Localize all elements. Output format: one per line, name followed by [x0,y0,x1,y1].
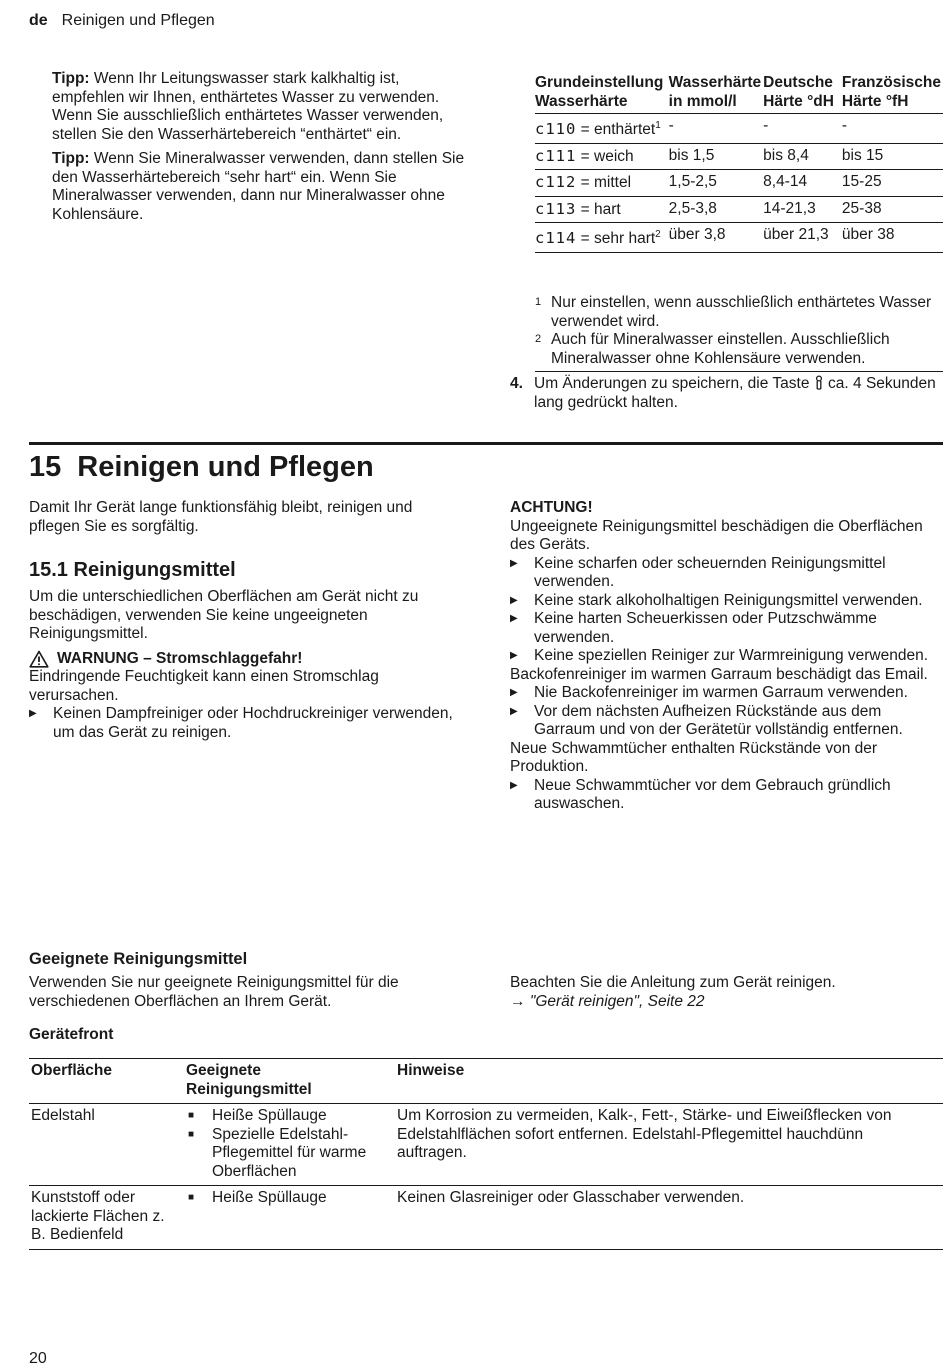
bullet-arrow-icon: ▶ [510,705,518,717]
square-bullet-icon: ■ [188,1110,195,1121]
table-cell: über 3,8 [668,226,726,244]
warning-triangle-icon [29,650,49,668]
tip-label: Tipp: [52,70,90,87]
column-header: Deutsche Härte °dH [763,74,834,110]
section-title: Reinigungsmittel [73,559,236,581]
step-4 [510,375,940,412]
page-number: 20 [29,1350,47,1367]
table-cell: - [841,117,848,134]
agents-cell [184,1104,395,1186]
column-header: Geeignete Reinigungsmittel [186,1062,312,1098]
section-heading [29,558,459,582]
chapter-heading [29,451,374,483]
table-cell: - [668,117,674,134]
table-cell: 2,5-3,8 [668,199,717,217]
bullet-item [510,684,942,703]
chapter-number: 15 [29,451,62,483]
footnote-text: Nur einstellen, wenn ausschließlich enthärtetes Wasser verwendet wird. [551,294,932,330]
column-header: Französische Härte °fH [841,74,941,110]
table-row [535,170,943,197]
bullet-text: Keinen Dampfreiniger oder Hochdruckreiniger verwenden, um das Gerät zu reinigen. [53,705,453,741]
footnote [535,294,943,331]
bullet-arrow-icon: ▶ [510,613,518,624]
square-bullet-icon: ■ [188,1192,195,1203]
table-cell: 25-38 [841,199,882,217]
table-caption: Gerätefront [29,1026,114,1043]
table-header-row [535,72,943,114]
table-cell: über 21,3 [763,226,829,244]
left-column [29,499,459,742]
bullet-item [510,610,942,647]
tip-text: Wenn Ihr Leitungswasser stark kalkhaltig ist, empfehlen wir Ihnen, enthärtetes Wasser zu verwenden. Wenn Sie ausschließlich enthärtetes Wasser verwenden, stellen Sie den Wasserhärtebereich “enthärtet“ ein. [52,70,444,143]
setting-code: c112 [535,173,577,192]
hardness-setting-cell [535,196,669,223]
bullet-item [510,703,942,740]
agent-text: Heiße Spüllauge [212,1107,327,1124]
section-number: 15.1 [29,559,68,581]
table-row [29,1186,943,1250]
bullet-arrow-icon: ▶ [510,650,518,661]
warning-text: Eindringende Feuchtigkeit kann einen Stromschlag verursachen. [29,668,379,704]
warning-title: WARNUNG – Stromschlaggefahr! [57,649,303,667]
step-number: 4. [510,375,523,392]
suitable-text: Verwenden Sie nur geeignete Reinigungsmittel für die verschiedenen Oberflächen an Ihrem Gerät. [29,974,399,1010]
warning-heading [29,650,459,669]
tip-2 [52,150,467,224]
setting-label: = weich [580,147,634,165]
subsection-heading: Geeignete Reinigungsmittel [29,950,248,968]
table-cell: bis 15 [841,146,884,164]
bullet-text: Neue Schwammtücher vor dem Gebrauch gründlich auswaschen. [534,776,891,812]
bullet-arrow-icon: ▶ [510,557,518,569]
column-header: Oberfläche [31,1062,112,1079]
setting-label: = sehr hart [580,230,656,248]
tips-block [52,70,467,230]
setting-label: = hart [580,200,621,218]
caution-bullet-list [510,777,942,814]
header-title: Reinigen und Pflegen [61,12,215,29]
caution-text: Ungeeignete Reinigungsmittel beschädigen die Oberflächen des Geräts. [510,517,923,553]
page-header [29,12,215,31]
step-text-after: ca. 4 Sekunden lang gedrückt halten. [534,375,936,411]
caution-text: Neue Schwammtücher enthalten Rückstände von der Produktion. [510,739,878,775]
surface-cell: Kunststoff oder lackierte Flächen z. B. Bedienfeld [31,1189,165,1243]
column-header: Hinweise [397,1062,465,1079]
footnote [535,331,943,368]
bullet-arrow-icon: ▶ [29,708,37,719]
arrow-right-icon: → [510,992,526,1010]
footnote-ref: 1 [655,120,661,131]
table-cell: 8,4-14 [763,173,808,191]
table-cell: bis 1,5 [668,146,715,164]
setting-label: = enthärtet [580,121,656,139]
agent-item [186,1189,389,1208]
caution-title: ACHTUNG! [510,499,593,516]
notes-cell: Keinen Glasreiniger oder Glasschaber verwenden. [397,1189,745,1206]
agent-text: Heiße Spüllauge [212,1189,327,1206]
hardness-setting-cell [535,223,669,253]
agent-text: Spezielle Edelstahl-Pflegemittel für warme Oberflächen [212,1125,367,1180]
footnote-number: 1 [535,296,542,308]
hardness-setting-cell [535,143,669,170]
table-cell: 1,5-2,5 [668,173,717,191]
bullet-text: Keine speziellen Reiniger zur Warmreinigung verwenden. [534,647,929,664]
key-symbol-icon [814,375,824,390]
cleaning-agents-table [29,1058,943,1250]
bullet-text: Vor dem nächsten Aufheizen Rückstände aus dem Garraum und von der Gerätetür vollständig entfernen. [534,702,903,738]
water-hardness-table [535,72,943,253]
link-text: "Gerät reinigen", Seite 22 [529,992,705,1010]
right-column [510,499,942,814]
agent-item [186,1107,389,1126]
bullet-text: Keine scharfen oder scheuernden Reinigungsmittel verwenden. [534,554,886,590]
table-cell: bis 8,4 [763,146,809,164]
chapter-title: Reinigen und Pflegen [77,451,374,483]
square-bullet-icon: ■ [188,1128,195,1140]
agents-cell [184,1186,395,1250]
caution-bullet-list [510,684,942,740]
surface-cell: Edelstahl [31,1107,95,1124]
tip-label: Tipp: [52,150,90,167]
section-text: Um die unterschiedlichen Oberflächen am Gerät nicht zu beschädigen, verwenden Sie keine ungeeigneten Reinigungsmittel. [29,588,419,642]
column-header: Grundeinstellung Wasserhärte [535,74,664,110]
suitable-right [510,974,942,1011]
intro-text: Damit Ihr Gerät lange funktionsfähig bleibt, reinigen und pflegen Sie es sorgfältig. [29,499,413,535]
caution-text: Backofenreiniger im warmen Garraum beschädigt das Email. [510,665,928,683]
bullet-arrow-icon: ▶ [510,594,518,606]
table-row [535,143,943,170]
bullet-item [510,592,942,611]
tip-1 [52,70,467,144]
bullet-arrow-icon: ▶ [510,779,518,791]
warning-bullet [29,705,459,742]
table-row [29,1104,943,1186]
tip-text: Wenn Sie Mineralwasser verwenden, dann stellen Sie den Wasserhärtebereich “sehr hart“ ein. Wenn Sie Mineralwasser verwenden, dann nur Mineralwasser ohne Kohlensäure. [52,150,465,223]
hardness-setting-cell [535,170,669,197]
table-cell: 15-25 [841,173,882,191]
bullet-item [510,777,942,814]
table-row [535,196,943,223]
language-code: de [29,12,48,29]
bullet-text: Keine stark alkoholhaltigen Reinigungsmittel verwenden. [534,591,923,609]
chapter-rule [29,442,943,445]
step-text [534,375,940,412]
agent-item [186,1126,389,1182]
table-footnotes [535,294,943,372]
bullet-item [510,647,942,666]
column-header: Wasserhärte in mmol/l [668,74,762,110]
bullet-arrow-icon: ▶ [510,687,518,698]
bullet-item [510,555,942,592]
setting-code: c111 [535,146,577,165]
bullet-text: Keine harten Scheuerkissen oder Putzschwämme verwenden. [534,610,877,646]
footnote-number: 2 [535,333,542,345]
table-header-row [29,1059,943,1104]
setting-code: c114 [535,229,577,248]
table-cell: über 38 [841,226,895,244]
setting-label: = mittel [580,174,632,192]
reference-text: Beachten Sie die Anleitung zum Gerät reinigen. [510,974,836,991]
bullet-text: Nie Backofenreiniger im warmen Garraum verwenden. [534,684,908,701]
table-row [535,114,943,144]
table-cell: - [763,117,769,134]
hardness-setting-cell [535,114,669,144]
notes-cell: Um Korrosion zu vermeiden, Kalk-, Fett-, Stärke- und Eiweißflecken von Edelstahlflächen sofort entfernen. Edelstahl-Pflegemittel hauchdünn auftragen. [397,1107,892,1161]
footnote-ref: 2 [655,229,661,241]
table-cell: 14-21,3 [763,199,816,217]
step-text-before: Um Änderungen zu speichern, die Taste [534,375,814,392]
footnote-text: Auch für Mineralwasser einstellen. Ausschließlich Mineralwasser ohne Kohlensäure verwenden. [551,331,890,367]
caution-bullet-list [510,555,942,666]
table-row [535,223,943,253]
setting-code: c113 [535,199,577,218]
cross-reference-link[interactable] [510,993,942,1012]
setting-code: c110 [535,120,577,139]
